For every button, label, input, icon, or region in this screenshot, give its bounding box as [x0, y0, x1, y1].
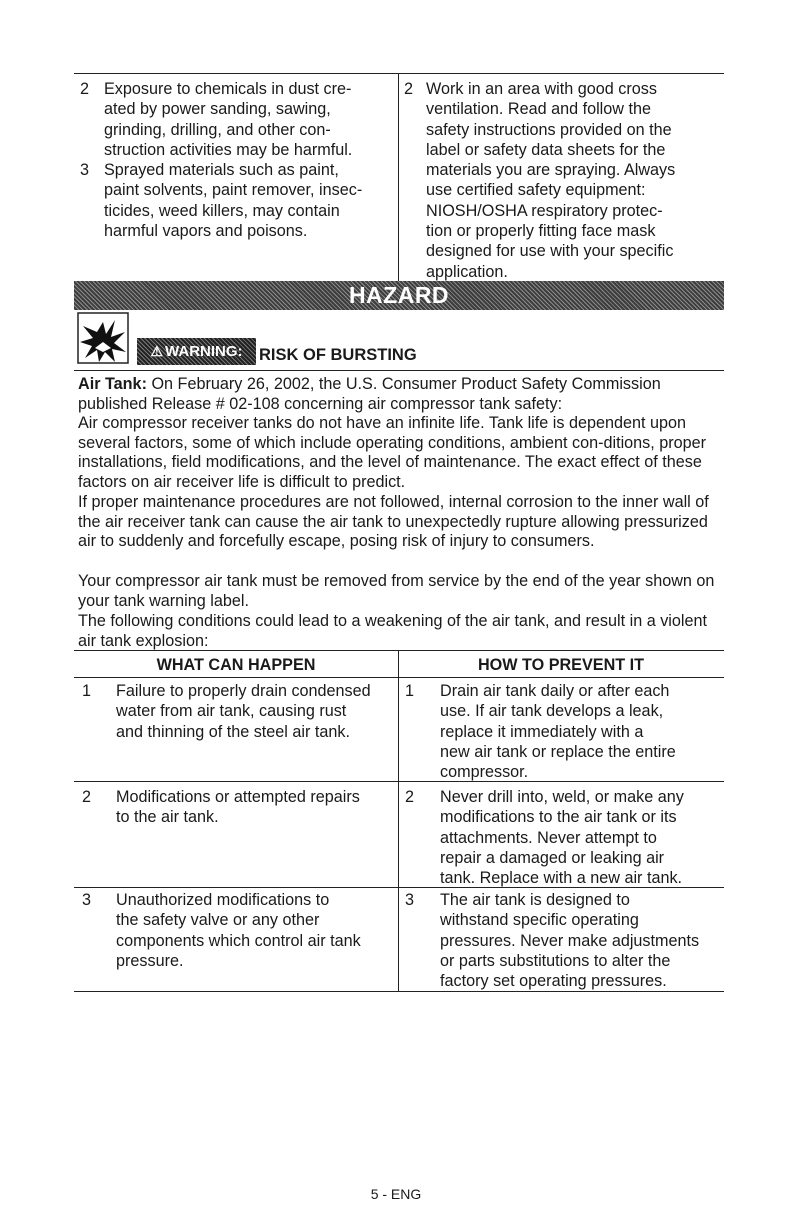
hazard-banner: [74, 281, 724, 310]
air-tank-paragraph: Your compressor air tank must be removed from service by the end of the year shown on your tank warning label.: [78, 572, 715, 610]
top-left-item-number: 3: [80, 161, 90, 179]
air-tank-label: Air Tank:: [78, 375, 147, 393]
how-to-prevent-header: HOW TO PREVENT IT: [477, 656, 645, 674]
table-row-rule: [74, 781, 724, 782]
table-row-happen: Modifications or attempted repairs to the air tank.: [116, 788, 360, 827]
table-row-number: 3: [405, 891, 415, 909]
top-left-item-text: Sprayed materials such as paint, paint solvents, paint remover, insec- ticides, weed killers, may contain harmful vapors and poisons.: [104, 161, 363, 240]
table-row-prevent: The air tank is designed to withstand specific operating pressures. Never make adjustments or parts substitutions to alter the factory set operating pressures.: [440, 891, 700, 991]
top-left-item-number: 2: [80, 80, 90, 98]
warning-badge-label: WARNING:: [165, 343, 243, 360]
prevent-table-divider: [398, 651, 399, 991]
air-tank-intro: [78, 375, 726, 414]
top-right-item-text: Work in an area with good cross ventilation. Read and follow the safety instructions provided on the label or safety data sheets for the materials you are spraying. Always use certified safety equipment: NIOSH/OSHA respiratory protec- tion or properly fitting face mask designed for use with your specific application.: [426, 80, 676, 281]
table-row-number: 1: [405, 682, 415, 700]
table-row-number: 3: [82, 891, 92, 909]
warning-rule: [74, 370, 724, 371]
top-table-rule: [74, 73, 724, 74]
warning-badge: [137, 338, 256, 365]
warning-triangle-icon: ⚠: [150, 343, 164, 359]
table-row-number: 2: [405, 788, 415, 806]
table-row-rule: [74, 887, 724, 888]
top-left-item-text: Exposure to chemicals in dust cre- ated by power sanding, sawing, grinding, drilling, and other con- struction activities may be harmful.: [104, 80, 353, 159]
page-number: 5 - ENG: [370, 1186, 422, 1202]
table-row-number: 2: [82, 788, 92, 806]
warning-title: RISK OF BURSTING: [259, 346, 417, 364]
table-row-happen: Unauthorized modifications to the safety valve or any other components which control air tank pressure.: [116, 891, 361, 970]
table-row-happen: Failure to properly drain condensed water from air tank, causing rust and thinning of the steel air tank.: [116, 682, 371, 741]
table-row-prevent: Never drill into, weld, or make any modifications to the air tank or its attachments. Never attempt to repair a damaged or leaking air tank. Replace with a new air tank.: [440, 788, 684, 888]
explosion-icon: [77, 312, 129, 364]
what-can-happen-header: WHAT CAN HAPPEN: [156, 656, 316, 674]
top-table-divider: [398, 74, 399, 281]
air-tank-paragraph: Air compressor receiver tanks do not have an infinite life. Tank life is dependent upon several factors, some of which include operating conditions, ambient con-ditions, proper installations, field modifications, and the level of maintenance. The exact effect of these factors on air receiver life is difficult to predict.: [78, 414, 707, 491]
air-tank-paragraph: The following conditions could lead to a weakening of the air tank, and result in a violent air tank explosion:: [78, 612, 708, 650]
prevent-table-header-rule: [74, 677, 724, 678]
air-tank-intro-text: On February 26, 2002, the U.S. Consumer Product Safety Commission published Release # 02-108 concerning air compressor tank safety:: [78, 375, 661, 413]
air-tank-paragraph: If proper maintenance procedures are not followed, internal corrosion to the inner wall of the air receiver tank can cause the air tank to unexpectedly rupture allowing pressurized air to suddenly and forcefully escape, posing risk of injury to consumers.: [78, 493, 709, 551]
prevent-table-top-rule: [74, 650, 724, 651]
top-right-item-number: 2: [404, 80, 414, 98]
prevent-table-bottom-rule: [74, 991, 724, 992]
table-row-prevent: Drain air tank daily or after each use. If air tank develops a leak, replace it immediately with a new air tank or replace the entire compressor.: [440, 682, 676, 782]
hazard-banner-label: HAZARD: [348, 282, 450, 308]
table-row-number: 1: [82, 682, 92, 700]
